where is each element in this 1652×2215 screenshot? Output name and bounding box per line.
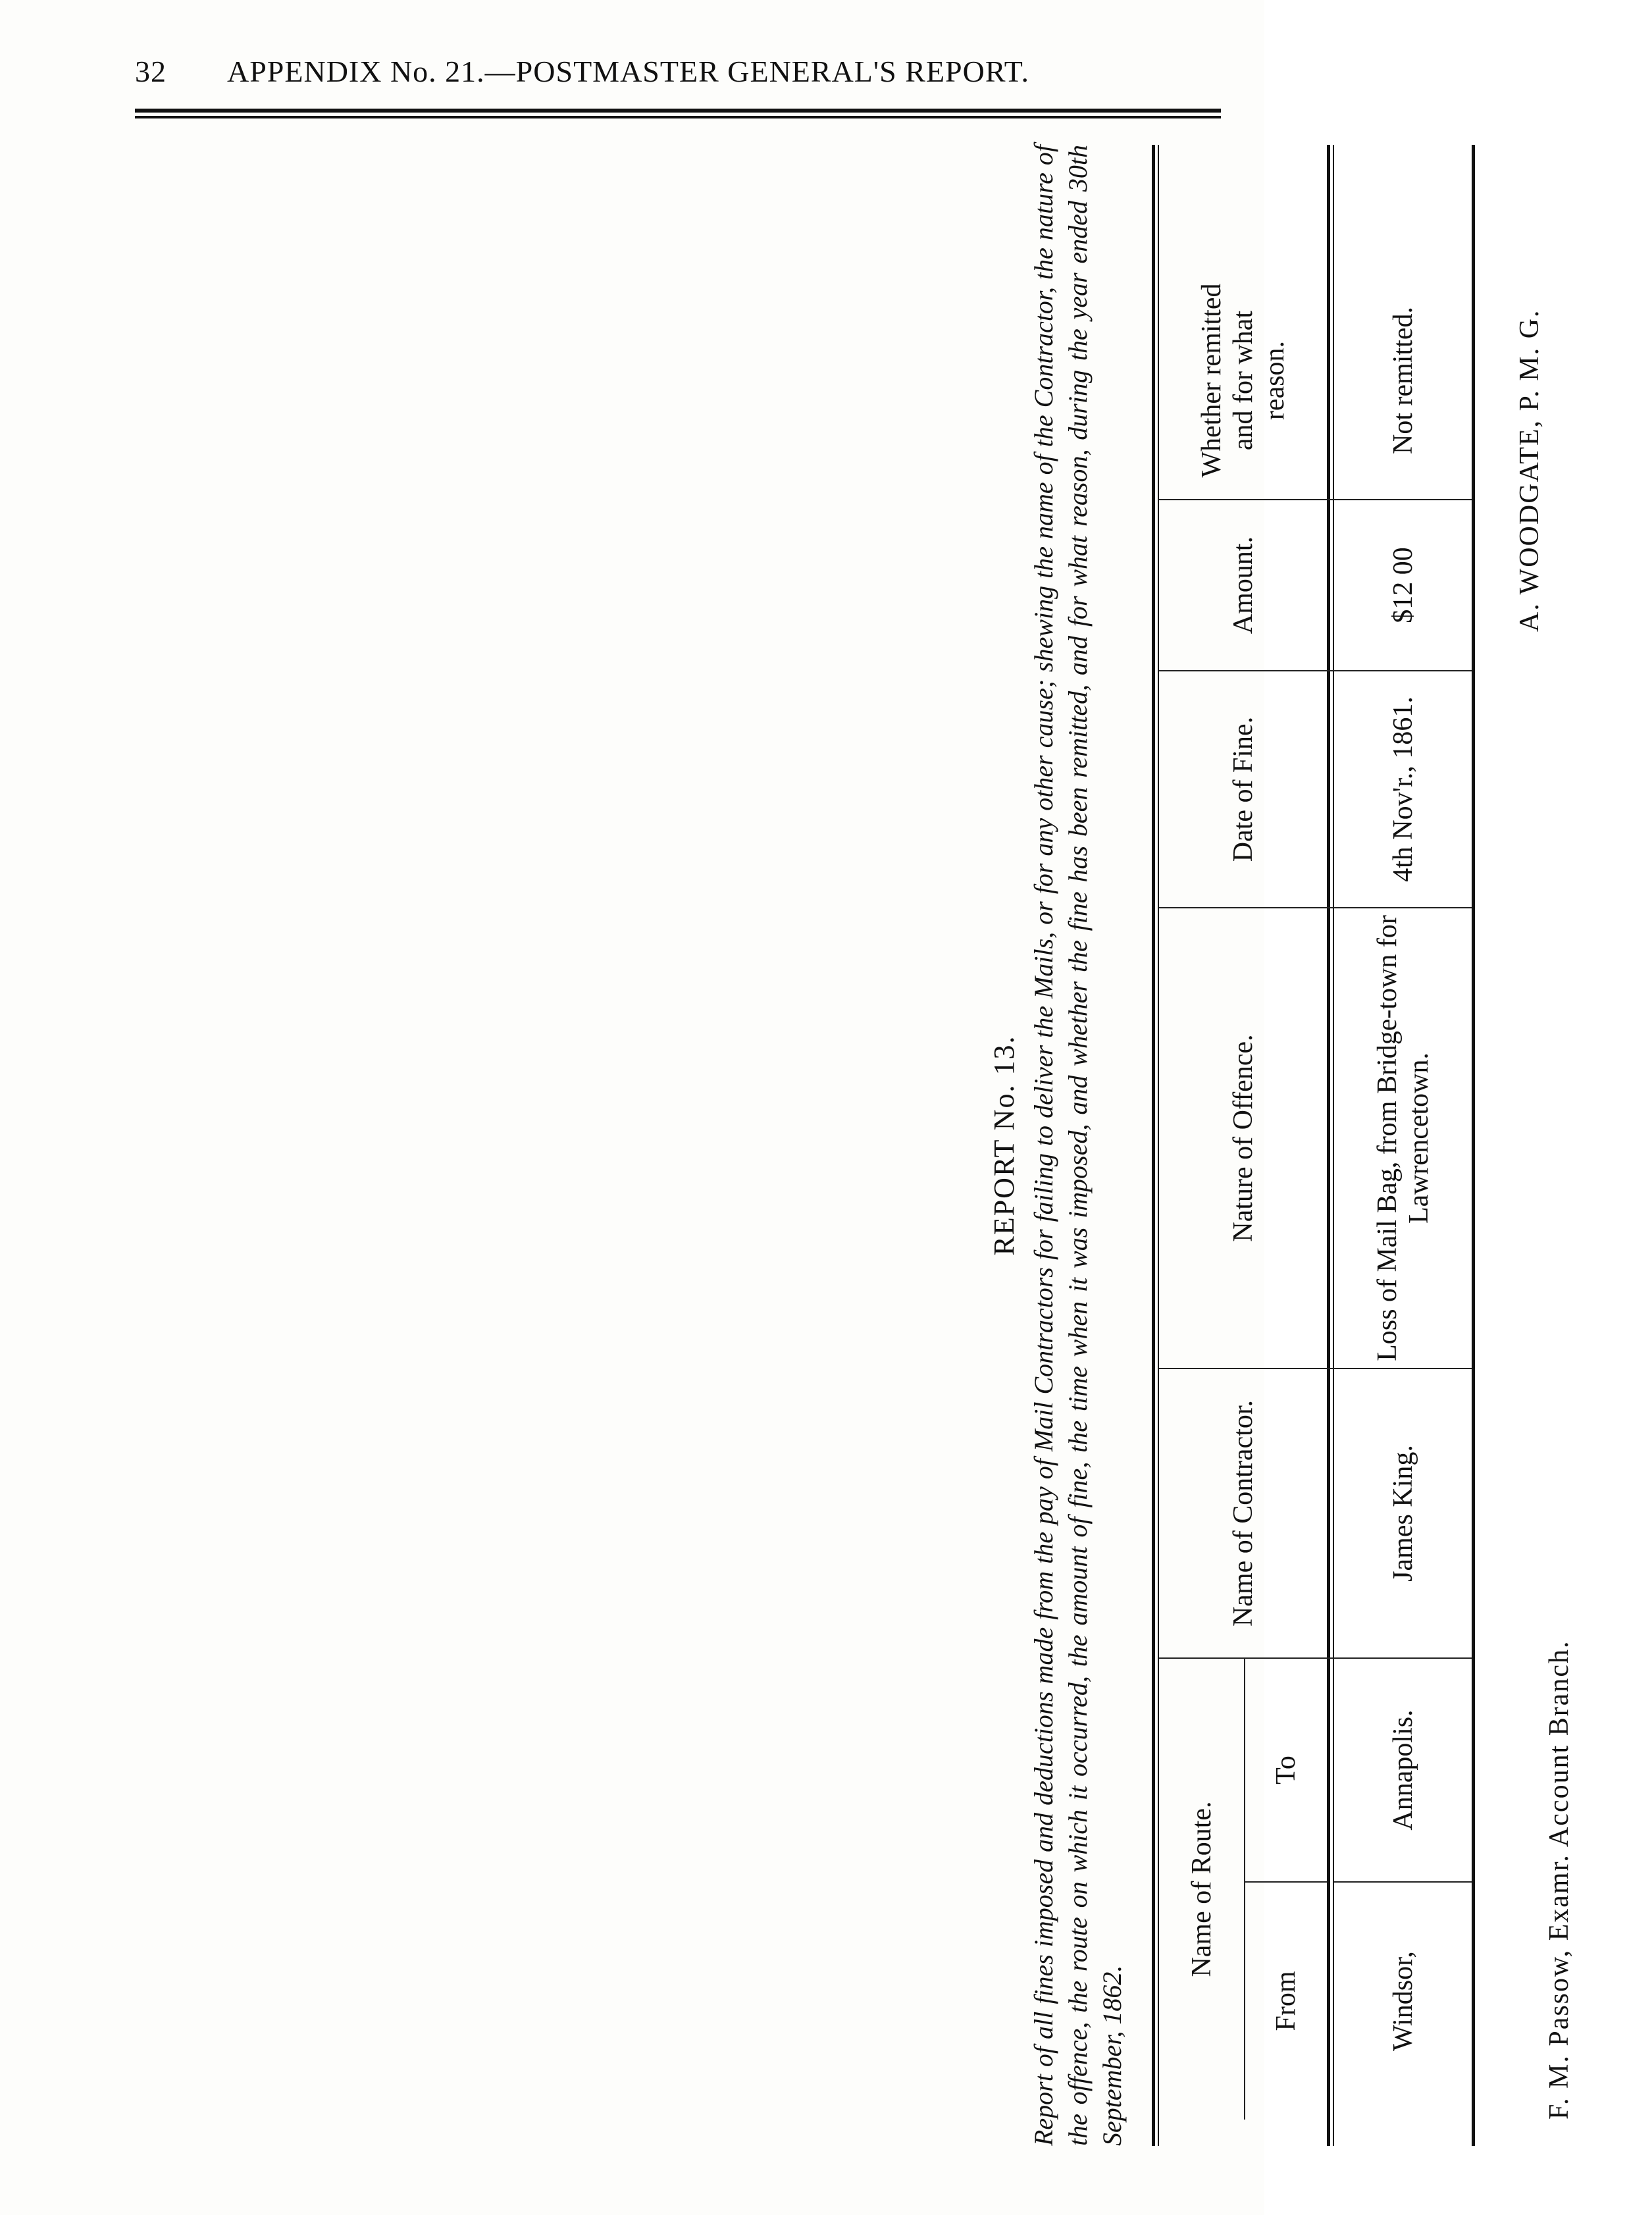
page-number: 32 xyxy=(135,55,167,88)
row-to: Annapolis. xyxy=(1387,1709,1418,1831)
table-top-rule xyxy=(1152,145,1155,2146)
row-offence: Loss of Mail Bag, from Bridge-town for Lawrencetown. xyxy=(1372,915,1434,1361)
header-remitted: Whether remitted and for what reason. xyxy=(1196,283,1290,478)
rotated-report-block xyxy=(987,145,1652,2146)
header-contractor: Name of Contractor. xyxy=(1227,1399,1258,1627)
report-intro: Report of all fines imposed and deductions made from the pay of Mail Contractors for failing to deliver the Mails, or for any other cause; shewing the name of the Contractor, the nature of the offence, the route on which it occurred, the amount of fine, the time when it was imposed, and whether the fine has been remitted, and for what reason, during the year ended 30th September, 1862. xyxy=(1029,145,1127,2146)
running-title: APPENDIX No. 21.—POSTMASTER GENERAL'S REPORT. xyxy=(227,55,1029,88)
header-rule-thin xyxy=(135,116,1221,118)
header-date: Date of Fine. xyxy=(1227,716,1258,862)
examiner-signature: F. M. Passow, Examr. Account Branch. xyxy=(1544,1640,1574,2120)
row-contractor: James King. xyxy=(1387,1445,1418,1582)
header-route-group: Name of Route. xyxy=(1186,1801,1217,1977)
header-from: From xyxy=(1271,1971,1301,2031)
postmaster-signature: A. WOODGATE, P. M. G. xyxy=(1514,309,1545,632)
row-remitted: Not remitted. xyxy=(1387,307,1418,454)
header-amount: Amount. xyxy=(1227,536,1258,635)
header-rule-thick xyxy=(135,109,1221,113)
header-offence: Nature of Offence. xyxy=(1227,1034,1258,1242)
table-bottom-rule xyxy=(1472,145,1475,2146)
header-to: To xyxy=(1271,1756,1301,1785)
row-from: Windsor, xyxy=(1387,1951,1418,2051)
header-bottom-rule xyxy=(1327,145,1330,2146)
row-amount: $12 00 xyxy=(1387,547,1418,623)
row-date: 4th Nov'r., 1861. xyxy=(1387,696,1418,882)
fines-table xyxy=(1152,145,1489,2146)
page-header xyxy=(135,54,1201,93)
report-title: REPORT No. 13. xyxy=(988,1035,1020,1256)
